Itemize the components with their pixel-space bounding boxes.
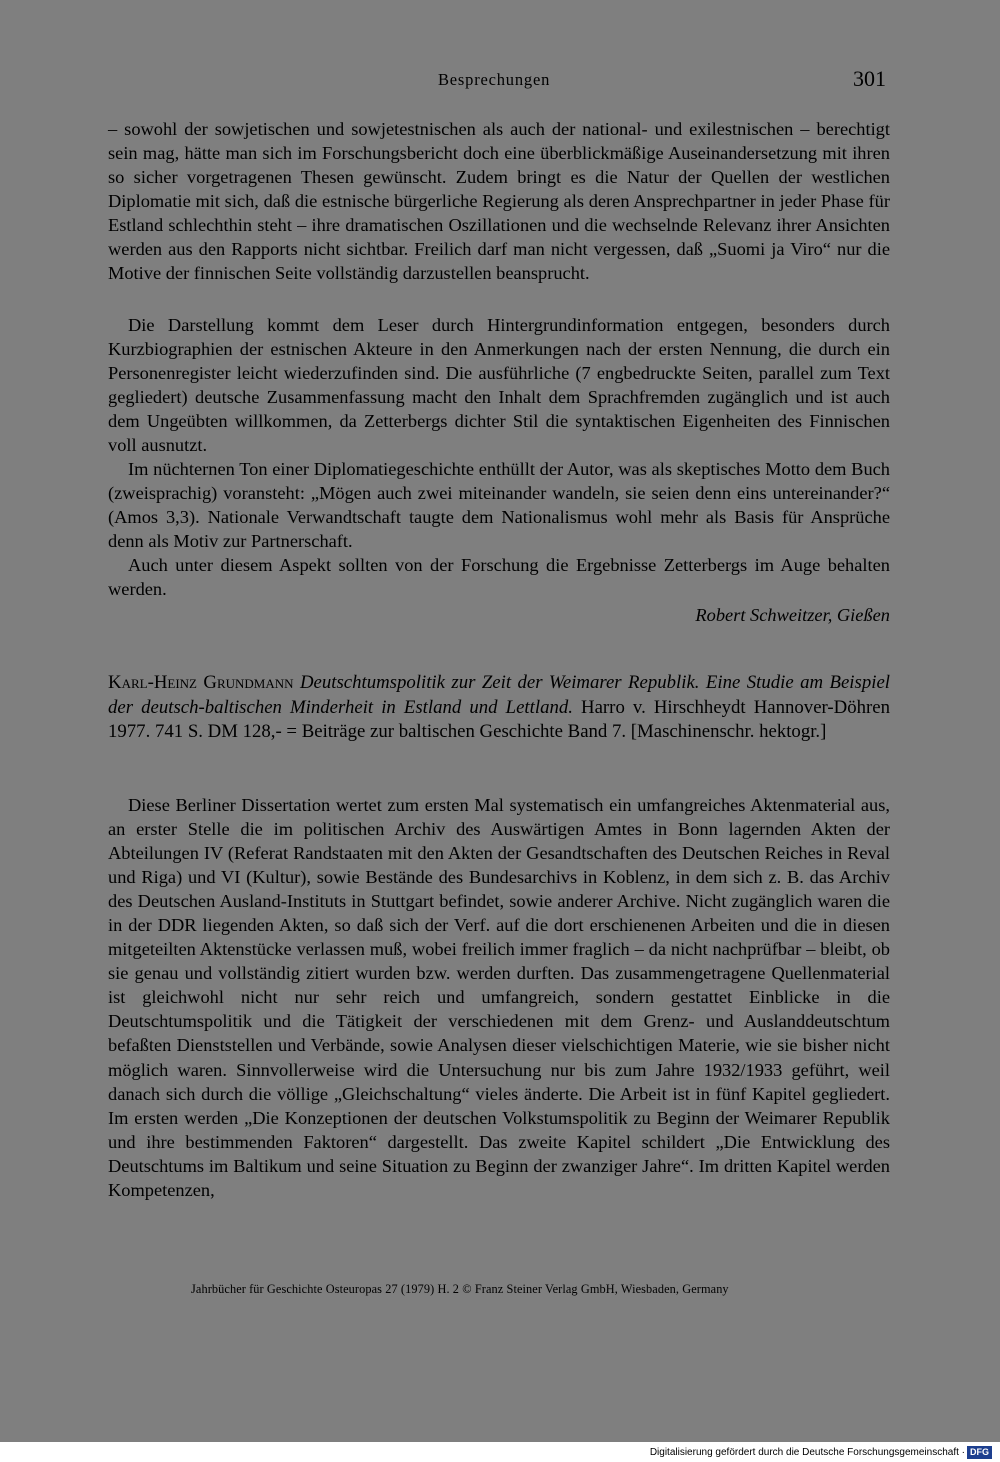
body-paragraph: Auch unter diesem Aspekt sollten von der Forschung die Ergebnisse Zetterbergs im Auge behalten werden. (108, 555, 890, 600)
book-details: Harro v. Hirschheydt Hannover-Döhren 1977. 741 S. DM 128,- = Beiträge zur baltischen Geschichte Band 7. [Maschinenschr. hektogr.] (108, 696, 890, 742)
book-author: Karl-Heinz Grundmann (108, 672, 294, 693)
review-bibliography (108, 671, 890, 745)
journal-citation: Jahrbücher für Geschichte Osteuropas 27 (1979) H. 2 © Franz Steiner Verlag GmbH, Wiesbaden, Germany (191, 1282, 729, 1296)
reviewer-signature: Robert Schweitzer, Gießen (695, 605, 890, 625)
body-paragraph: Die Darstellung kommt dem Leser durch Hintergrundinformation entgegen, besonders durch Kurzbiographien der estnischen Akteure in den Anmerkungen nach der ersten Nennung, die durch ein Personenregister leicht wiederzufinden sind. Die ausführliche (7 engbedruckte Seiten, parallel zum Text gegliedert) deutsche Zusammenfassung macht den Inhalt dem Sprachfremden zugänglich und ist auch dem Ungeübten willkommen, da Zetterbergs dichter Stil die syntaktischen Eigenheiten des Finnischen voll ausnutzt. (108, 315, 890, 456)
body-paragraph: – sowohl der sowjetischen und sowjetestnischen als auch der national- und exilestnischen – berechtigt sein mag, hätte man sich im Forschungsbericht doch eine überblickmäßige Auseinandersetzung mit ihren so sicher vorgetragenen Thesen gewünscht. Zudem bringt es die Natur der Quellen der westlichen Diplomatie mit sich, daß die estnische bürgerliche Regierung als deren Ansprechpartner in jeder Phase für Estland schlechthin steht – ihre dramatischen Oszillationen und die wechselnde Relevanz ihrer Ansichten werden aus den Rapports nicht sichtbar. Freilich darf man nicht vergessen, daß „Suomi ja Viro“ nur die Motive der finnischen Seite vollständig darzustellen beansprucht. (108, 119, 890, 284)
book-title: Deutschtumspolitik zur Zeit der Weimarer Republik. Eine Studie am Beispiel der deutsch-baltischen Minderheit in Estland und Lettland. (108, 672, 890, 718)
body-paragraph: Im nüchternen Ton einer Diplomatiegeschichte enthüllt der Autor, was als skeptisches Motto dem Buch (zweisprachig) voransteht: „Mögen auch zwei miteinander wandeln, sie seien denn eins untereinander?“ (Amos 3,3). Nationale Verwandtschaft taugte dem Nationalismus wohl mehr als Basis für Ansprüche denn als Motiv zur Partnerschaft. (108, 459, 890, 552)
page-number: 301 (853, 66, 886, 91)
dfg-logo: DFG (967, 1446, 992, 1459)
running-title: Besprechungen (438, 70, 551, 89)
review-body-paragraph: Diese Berliner Dissertation wertet zum ersten Mal systematisch ein umfangreiches Aktenmaterial aus, an erster Stelle die im politischen Archiv des Auswärtigen Amtes in Bonn lagernden Akten der Abteilungen IV (Referat Randstaaten mit den Akten der Gesandtschaften des Deutschen Reiches in Reval und Riga) und VI (Kultur), sowie Bestände des Bundesarchivs in Koblenz, in dem sich z. B. das Archiv des Deutschen Ausland-Instituts in Stuttgart befindet, sowie anderer Archive. Nicht zugänglich waren die in der DDR liegenden Akten, so daß sich der Verf. auf die dort erschienenen Arbeiten und die in diesen mitgeteilten Aktenstücke verlassen muß, wobei freilich immer fraglich – da nicht nachprüfbar – bleibt, ob sie genau und vollständig zitiert wurden bzw. werden durften. Das zusammengetragene Quellenmaterial ist gleichwohl nicht nur sehr reich und umfangreich, sondern gestattet Einblicke in die Deutschtumspolitik und die Tätigkeit der verschiedenen mit dem Grenz- und Auslanddeutschtum befaßten Dienststellen und Verbände, sowie Analysen dieser vielschichtigen Materie, wie sie bisher nicht möglich waren. Sinnvollerweise wird die Untersuchung nur bis zum Jahre 1932/1933 geführt, weil danach sich durch die völlige „Gleichschaltung“ vieles änderte. Die Arbeit ist in fünf Kapitel gegliedert. Im ersten werden „Die Konzeptionen der deutschen Volkstumspolitik zu Beginn der Weimarer Republik und ihre bestimmenden Faktoren“ dargestellt. Das zweite Kapitel schildert „Die Entwicklung des Deutschtums im Baltikum und seine Situation zu Beginn der zwanziger Jahre“. Im dritten Kapitel werden Kompetenzen, (108, 795, 890, 1200)
banner-text: Digitalisierung gefördert durch die Deutsche Forschungsgemeinschaft · (649, 1447, 965, 1458)
digitization-banner (650, 1446, 992, 1459)
